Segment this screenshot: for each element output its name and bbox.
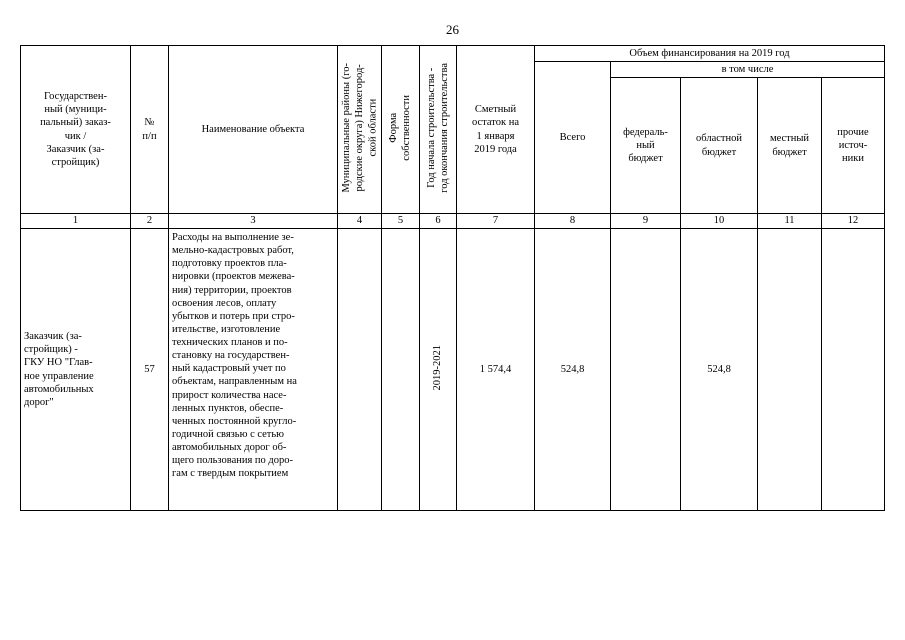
federal-cell — [611, 229, 681, 511]
financing-table — [20, 45, 885, 511]
column-number: 1 — [21, 214, 131, 229]
ownership-cell — [382, 229, 420, 511]
total-cell: 524,8 — [535, 229, 611, 511]
header-financing: Объем финансирования на 2019 год — [535, 46, 885, 62]
regional-cell: 524,8 — [681, 229, 758, 511]
column-number: 7 — [457, 214, 535, 229]
header-federal: федераль- ный бюджет — [611, 78, 681, 214]
column-number: 10 — [681, 214, 758, 229]
local-cell — [758, 229, 822, 511]
balance-cell: 1 574,4 — [457, 229, 535, 511]
column-number: 3 — [169, 214, 338, 229]
table-row — [21, 229, 885, 511]
other-cell — [822, 229, 885, 511]
column-number: 2 — [131, 214, 169, 229]
header-other: прочие источ- ники — [822, 78, 885, 214]
header-balance: Сметный остаток на 1 января 2019 года — [457, 46, 535, 214]
header-total: Всего — [535, 62, 611, 214]
header-local: местный бюджет — [758, 78, 822, 214]
header-years: Год начала строительства - год окончания строительства — [420, 46, 457, 214]
header-ownership: Форма собственности — [382, 46, 420, 214]
header-customer: Государствен- ный (муници- пальный) заказ- чик / Заказчик (за- стройщик) — [21, 46, 131, 214]
column-number: 9 — [611, 214, 681, 229]
column-number: 5 — [382, 214, 420, 229]
years-cell: 2019-2021 — [420, 229, 457, 511]
column-number: 11 — [758, 214, 822, 229]
customer-cell: Заказчик (за- стройщик) - ГКУ НО "Глав- ное управление автомобильных дорог" — [21, 229, 131, 511]
municipality-cell — [338, 229, 382, 511]
header-including: в том числе — [611, 62, 885, 78]
column-number: 6 — [420, 214, 457, 229]
header-object-name: Наименование объекта — [169, 46, 338, 214]
page-number: 26 — [446, 22, 459, 37]
column-number: 12 — [822, 214, 885, 229]
column-number: 4 — [338, 214, 382, 229]
header-regional: областной бюджет — [681, 78, 758, 214]
number-cell: 57 — [131, 229, 169, 511]
object-name-cell: Расходы на выполнение зе- мельно-кадастровых работ, подготовку проектов пла- нировки (проектов межева- ния) территории, проектов освоения лесов, оплату убытков и потерь при стро- ительстве, изготовление технических планов и по- становку на государствен- ный кадастровый учет по объектам, направленным на прирост количества насе- ленных пунктов, обеспе- ченных постоянной кругло- годичной связью с сетью автомобильных дорог об- щего пользования по доро- гам с твердым покрытием — [169, 229, 338, 511]
column-number-row — [21, 214, 885, 229]
column-number: 8 — [535, 214, 611, 229]
header-municipality: Муниципальные районы (го- родские округа) Нижегород- ской области — [338, 46, 382, 214]
header-number: № п/п — [131, 46, 169, 214]
